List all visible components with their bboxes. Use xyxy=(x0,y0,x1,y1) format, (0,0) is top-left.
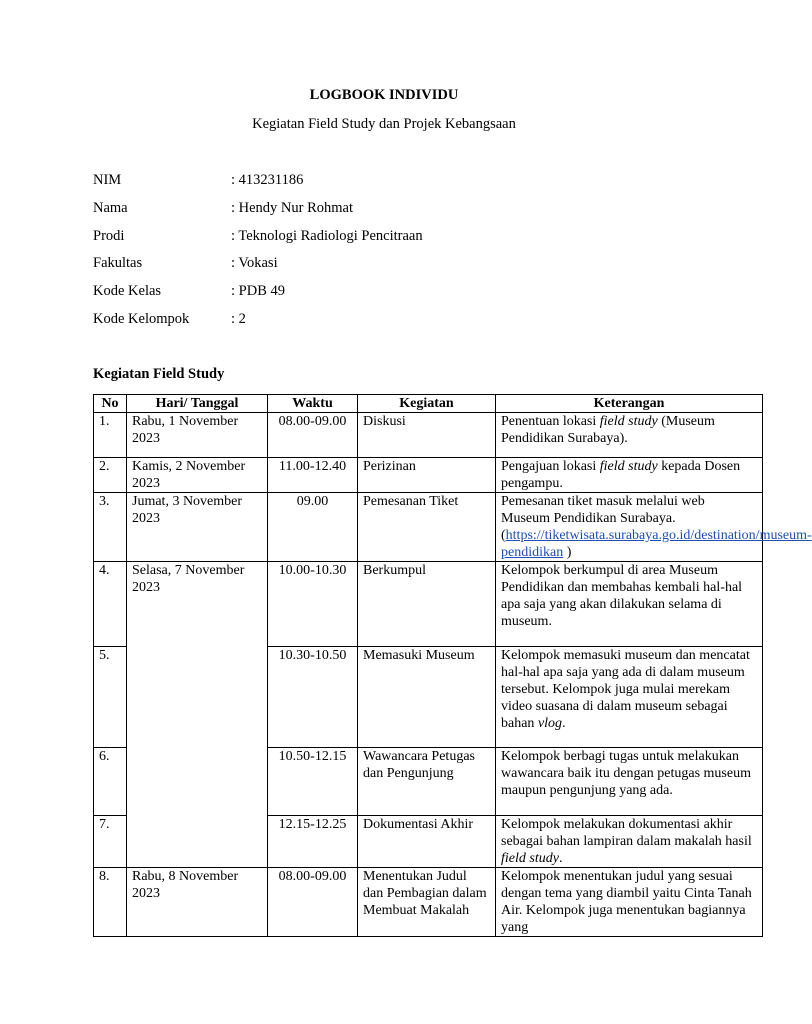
note-text: Penentuan lokasi xyxy=(501,414,600,429)
cell-date: Rabu, 8 November 2023 xyxy=(127,868,268,937)
section-title: Kegiatan Field Study xyxy=(93,366,225,382)
table-row xyxy=(94,868,763,937)
info-label: NIM xyxy=(93,172,122,188)
logbook-table xyxy=(93,394,812,937)
cell-no: 5. xyxy=(94,647,127,748)
note-text: Pengajuan lokasi xyxy=(501,459,600,474)
page-subtitle: Kegiatan Field Study dan Projek Kebangsaan xyxy=(252,116,516,132)
info-row-fakultas xyxy=(93,255,423,283)
column-header-note: Keterangan xyxy=(496,395,763,413)
info-label: Fakultas xyxy=(93,255,143,272)
note-italic-text: vlog xyxy=(537,716,563,731)
note-italic-text: field study xyxy=(501,851,559,866)
note-text: . xyxy=(558,851,563,866)
note-text: Kelompok memasuki museum dan mencatat hal-hal apa saja yang ada di dalam museum tersebut. Kelompok juga mulai merekam video suasana di dalam museum sebagai bahan xyxy=(501,648,750,731)
cell-activity: Pemesanan Tiket xyxy=(358,493,496,562)
info-row-nama xyxy=(93,200,423,228)
cell-no: 4. xyxy=(94,562,127,647)
cell-activity: Berkumpul xyxy=(358,562,496,647)
cell-date: Kamis, 2 November 2023 xyxy=(127,458,268,493)
note-italic-text: field study xyxy=(599,459,658,474)
cell-time: 10.50-12.15 xyxy=(268,748,358,816)
info-row-kode-kelompok xyxy=(93,311,423,339)
cell-time: 08.00-09.00 xyxy=(268,868,358,937)
info-label: Nama xyxy=(93,199,128,216)
cell-activity: Memasuki Museum xyxy=(358,647,496,748)
note-text: (Museum Pendidikan Surabaya). xyxy=(501,414,715,446)
cell-note xyxy=(496,868,763,937)
cell-no: 7. xyxy=(94,816,127,868)
cell-time: 09.00 xyxy=(268,493,358,562)
info-label: Kode Kelompok xyxy=(93,310,190,327)
cell-note xyxy=(496,647,763,748)
cell-time: 10.00-10.30 xyxy=(268,562,358,647)
cell-activity: Diskusi xyxy=(358,413,496,458)
cell-note xyxy=(496,562,763,647)
cell-note xyxy=(496,413,763,458)
cell-note xyxy=(496,458,763,493)
note-text: Pemesanan tiket masuk melalui web Museum Pendidikan Surabaya. ( xyxy=(501,494,705,543)
column-header-date: Hari/ Tanggal xyxy=(127,395,268,413)
info-label: Prodi xyxy=(93,227,125,244)
cell-activity: Perizinan xyxy=(358,458,496,493)
note-italic-text: field study xyxy=(599,414,658,429)
info-value: : Vokasi xyxy=(231,255,278,272)
cell-note xyxy=(496,816,763,868)
info-row-prodi xyxy=(93,228,423,256)
identity-info xyxy=(93,172,423,339)
column-header-time: Waktu xyxy=(268,395,358,413)
page-title: LOGBOOK INDIVIDU xyxy=(309,87,459,103)
column-header-activity: Kegiatan xyxy=(358,395,496,413)
cell-time: 12.15-12.25 xyxy=(268,816,358,868)
cell-activity: Menentukan Judul dan Pembagian dalam Membuat Makalah xyxy=(358,868,496,937)
column-header-no: No xyxy=(94,395,127,413)
note-text: ) xyxy=(563,545,572,560)
note-text: Kelompok berkumpul di area Museum Pendidikan dan membahas kembali hal-hal apa saja yang akan dilakukan selama di museum. xyxy=(501,563,743,629)
cell-date: Selasa, 7 November 2023 xyxy=(127,562,268,868)
cell-no: 6. xyxy=(94,748,127,816)
note-text: Kelompok melakukan dokumentasi akhir sebagai bahan lampiran dalam makalah hasil xyxy=(501,817,752,849)
info-value: : Hendy Nur Rohmat xyxy=(231,199,354,216)
note-text: kepada Dosen pengampu. xyxy=(501,459,741,491)
info-row-kode-kelas xyxy=(93,283,423,311)
cell-note xyxy=(496,748,763,816)
info-value: : PDB 49 xyxy=(231,283,285,300)
note-text: Kelompok menentukan judul yang sesuai dengan tema yang diambil yaitu Cinta Tanah Air. Kelompok juga menentukan bagiannya yang xyxy=(501,869,752,935)
table-row xyxy=(94,562,763,647)
cell-activity: Wawancara Petugas dan Pengunjung xyxy=(358,748,496,816)
cell-time: 08.00-09.00 xyxy=(268,413,358,458)
cell-no: 8. xyxy=(94,868,127,937)
cell-time: 11.00-12.40 xyxy=(268,458,358,493)
cell-note xyxy=(496,493,812,562)
info-label: Kode Kelas xyxy=(93,283,162,300)
info-value: : Teknologi Radiologi Pencitraan xyxy=(231,227,423,244)
cell-no: 2. xyxy=(94,458,127,493)
cell-date: Rabu, 1 November 2023 xyxy=(127,413,268,458)
cell-no: 1. xyxy=(94,413,127,458)
info-value: : 2 xyxy=(231,310,246,327)
table-header-row xyxy=(94,395,763,413)
note-text: . xyxy=(562,716,566,731)
cell-no: 3. xyxy=(94,493,127,562)
note-text: Kelompok berbagi tugas untuk melakukan wawancara baik itu dengan petugas museum maupun pengunjung yang ada. xyxy=(501,749,751,798)
cell-time: 10.30-10.50 xyxy=(268,647,358,748)
info-value: : 413231186 xyxy=(231,172,304,188)
destination-link[interactable]: https://tiketwisata.surabaya.go.id/destination/museum-pendidikan xyxy=(501,528,812,560)
info-row-nim xyxy=(93,172,423,200)
table-row xyxy=(94,413,763,458)
cell-date: Jumat, 3 November 2023 xyxy=(127,493,268,562)
table-row xyxy=(94,493,763,562)
cell-activity: Dokumentasi Akhir xyxy=(358,816,496,868)
table-row xyxy=(94,458,763,493)
